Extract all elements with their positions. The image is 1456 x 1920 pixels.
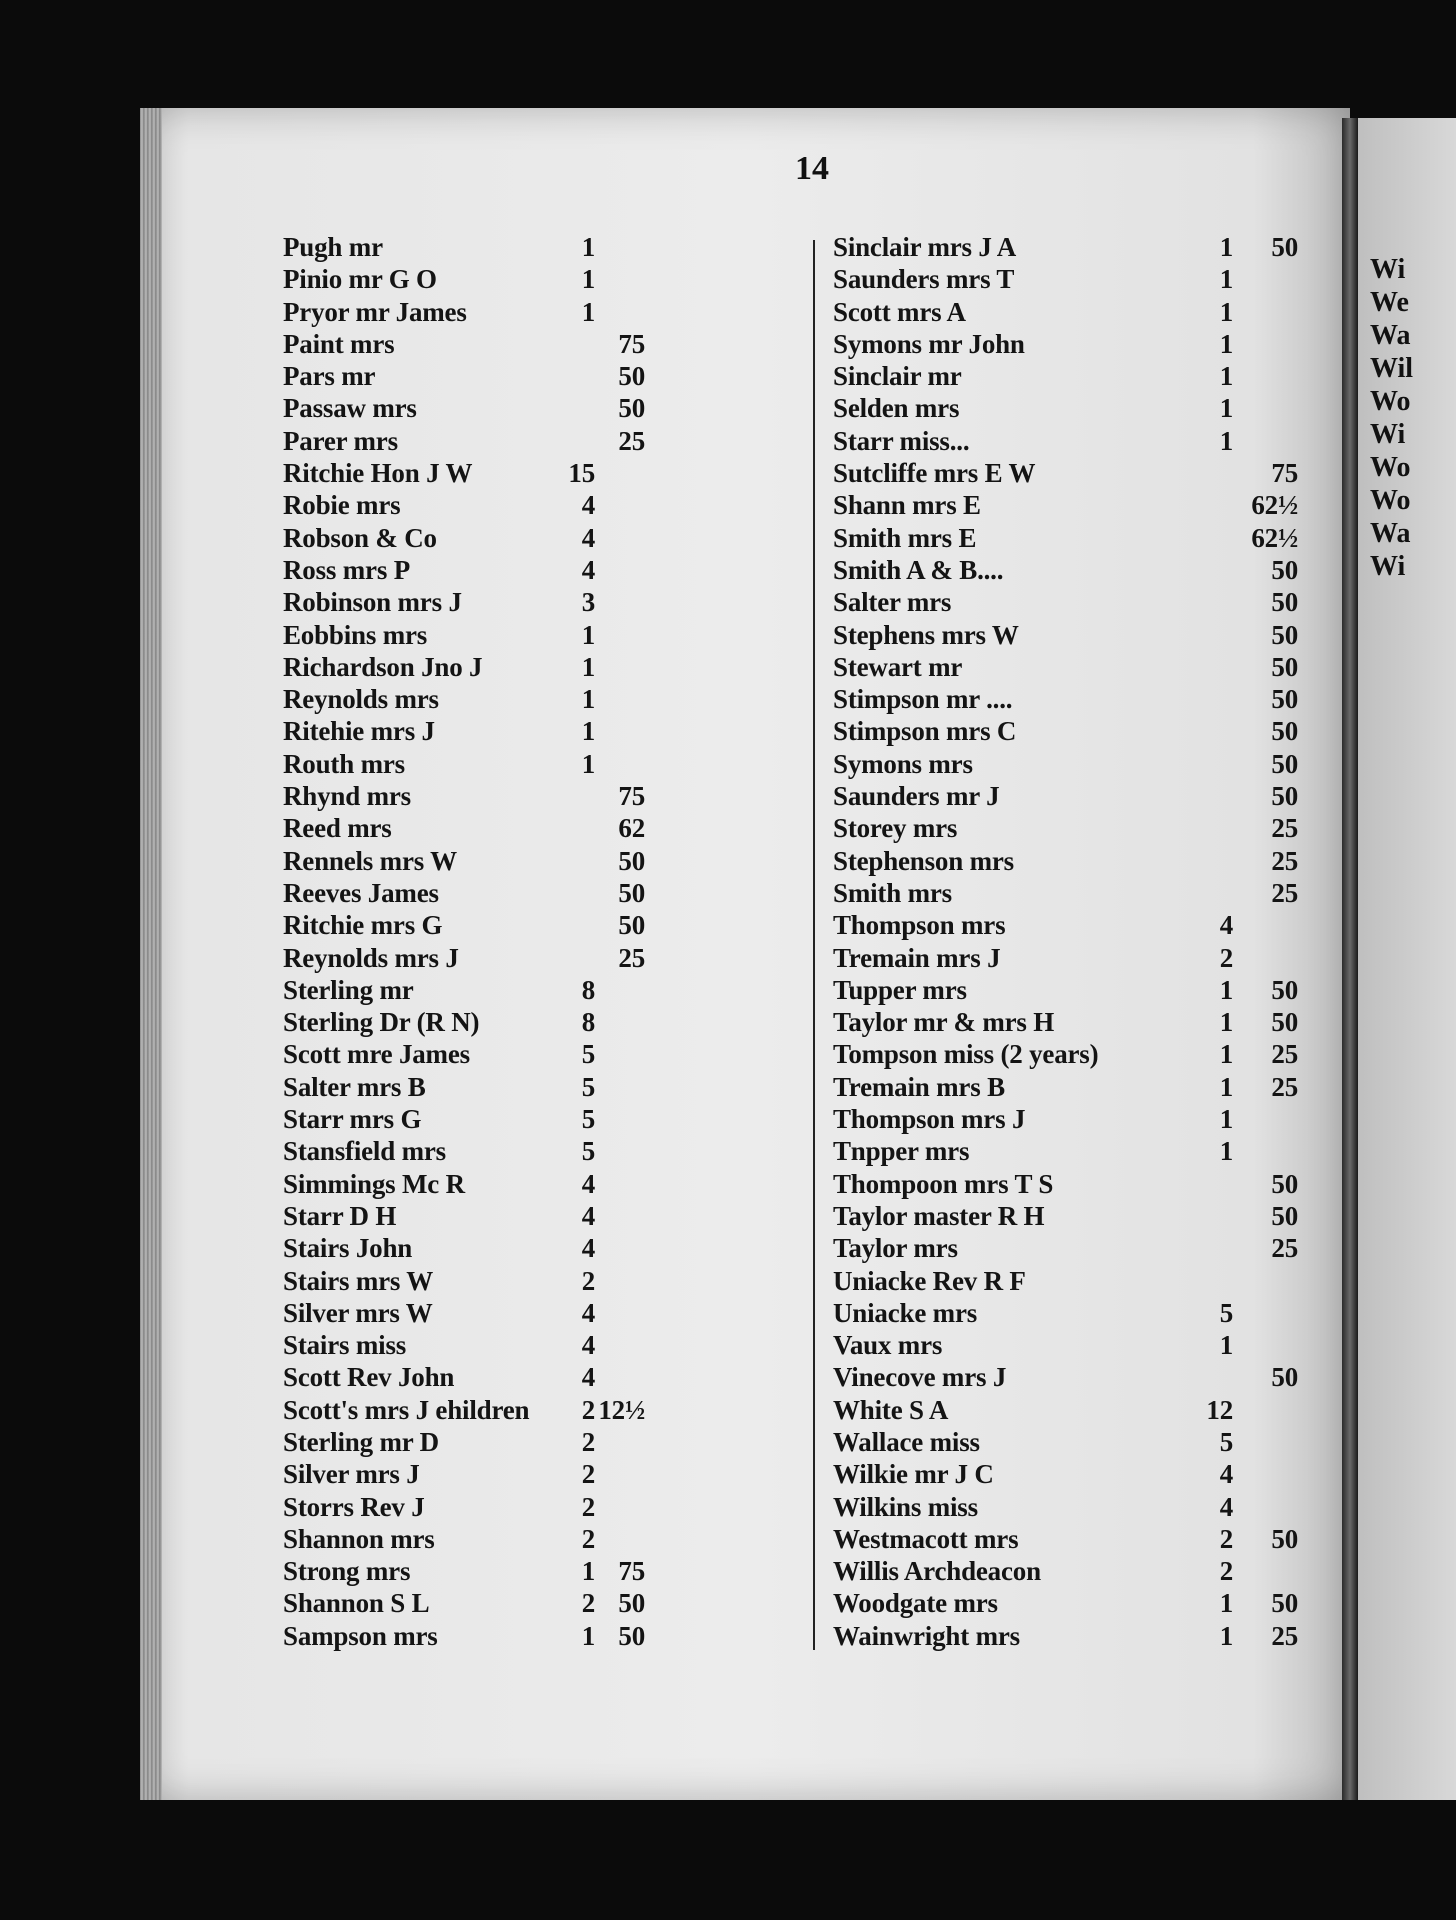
list-item (833, 329, 1338, 361)
adjacent-page-text: Wo (1370, 386, 1411, 417)
amount-dollars: 5 (1219, 1297, 1233, 1328)
amount-dollars: 12 (1206, 1394, 1233, 1425)
subscriber-name: Stewart mr (833, 651, 963, 682)
amount-dollars: 1 (1219, 1330, 1233, 1361)
amount-dollars: 8 (581, 1007, 595, 1038)
list-item (833, 232, 1338, 264)
subscriber-name: Salter mrs (833, 587, 952, 618)
list-item (833, 523, 1338, 555)
subscriber-name: Stephens mrs W (833, 619, 1019, 650)
subscriber-name: Uniacke Rev R F (833, 1265, 1026, 1296)
subscriber-name: Silver mrs W (283, 1297, 433, 1328)
list-item (833, 1072, 1338, 1104)
amount-dollars: 4 (581, 1168, 595, 1199)
list-item (833, 1362, 1338, 1394)
list-item (833, 490, 1338, 522)
amount-cents: 50 (618, 393, 645, 424)
subscriber-name: Richardson Jno J (283, 651, 483, 682)
subscriber-name: Wainwright mrs (833, 1620, 1020, 1651)
amount-dollars: 2 (1219, 1556, 1233, 1587)
amount-cents: 25 (1271, 1620, 1298, 1651)
subscriber-name: Uniacke mrs (833, 1297, 978, 1328)
amount-dollars: 8 (581, 974, 595, 1005)
list-item (833, 1298, 1338, 1330)
subscriber-name: Thompson mrs J (833, 1104, 1026, 1135)
list-item (833, 1588, 1338, 1620)
list-item (283, 716, 805, 748)
list-item (833, 1039, 1338, 1071)
amount-dollars: 4 (581, 522, 595, 553)
adjacent-page-text: Wi (1370, 254, 1406, 285)
subscriber-name: Parer mrs (283, 425, 398, 456)
amount-dollars: 4 (1219, 910, 1233, 941)
list-item (283, 329, 805, 361)
amount-dollars: 1 (1219, 1007, 1233, 1038)
amount-dollars: 1 (581, 619, 595, 650)
subscriber-name: Pryor mr James (283, 296, 467, 327)
list-item (833, 1007, 1338, 1039)
subscriber-name: Pars mr (283, 361, 376, 392)
subscriber-name: Shannon mrs (283, 1523, 435, 1554)
amount-dollars: 1 (581, 1556, 595, 1587)
amount-cents: 50 (1271, 1200, 1298, 1231)
subscriber-name: Simmings Mc R (283, 1168, 465, 1199)
amount-cents: 50 (1271, 1168, 1298, 1199)
subscriber-name: Smith mrs (833, 877, 952, 908)
subscriber-name: White S A (833, 1394, 949, 1425)
list-item (833, 426, 1338, 458)
amount-cents: 50 (1271, 619, 1298, 650)
subscriber-name: Shannon S L (283, 1588, 430, 1619)
subscriber-name: Selden mrs (833, 393, 960, 424)
list-item (833, 781, 1338, 813)
subscriber-name: Reynolds mrs J (283, 942, 459, 973)
list-item (833, 716, 1338, 748)
subscriber-name: Smith A & B.... (833, 554, 1004, 585)
amount-cents: 12½ (598, 1394, 645, 1425)
list-item (283, 1072, 805, 1104)
amount-dollars: 2 (1219, 1523, 1233, 1554)
amount-dollars: 2 (581, 1394, 595, 1425)
list-item (283, 1492, 805, 1524)
list-item (283, 1136, 805, 1168)
list-item (283, 878, 805, 910)
list-item (283, 1395, 805, 1427)
list-item (283, 620, 805, 652)
page-number: 14 (795, 150, 829, 187)
amount-cents: 62½ (1251, 490, 1298, 521)
amount-dollars: 4 (581, 1200, 595, 1231)
amount-cents: 50 (1271, 684, 1298, 715)
amount-dollars: 4 (581, 1233, 595, 1264)
subscriber-name: Saunders mr J (833, 781, 1000, 812)
amount-dollars: 2 (581, 1588, 595, 1619)
amount-dollars: 1 (1219, 1588, 1233, 1619)
subscriber-name: Rhynd mrs (283, 781, 411, 812)
list-item (283, 652, 805, 684)
list-item (283, 1330, 805, 1362)
subscriber-name: Reeves James (283, 877, 439, 908)
amount-dollars: 2 (581, 1426, 595, 1457)
subscriber-name: Scott Rev John (283, 1362, 455, 1393)
list-item (283, 490, 805, 522)
list-item (833, 264, 1338, 296)
list-item (283, 587, 805, 619)
amount-dollars: 5 (581, 1039, 595, 1070)
amount-cents: 50 (1271, 1362, 1298, 1393)
amount-dollars: 5 (581, 1104, 595, 1135)
amount-dollars: 1 (581, 232, 595, 262)
list-item (283, 232, 805, 264)
amount-cents: 25 (1271, 1039, 1298, 1070)
subscriber-name: Robie mrs (283, 490, 401, 521)
subscriber-name: Storrs Rev J (283, 1491, 425, 1522)
amount-cents: 50 (1271, 232, 1298, 262)
amount-dollars: 1 (581, 684, 595, 715)
subscriber-name: Sterling mr D (283, 1426, 439, 1457)
amount-cents: 62½ (1251, 522, 1298, 553)
list-item (833, 393, 1338, 425)
amount-dollars: 2 (581, 1491, 595, 1522)
amount-cents: 62 (618, 813, 645, 844)
subscriber-name: Tnpper mrs (833, 1136, 970, 1167)
list-item (283, 1201, 805, 1233)
list-item (283, 1039, 805, 1071)
amount-dollars: 4 (581, 490, 595, 521)
subscriber-name: Starr D H (283, 1200, 397, 1231)
amount-dollars: 4 (581, 554, 595, 585)
list-item (833, 1136, 1338, 1168)
list-item (833, 1621, 1338, 1653)
amount-dollars: 1 (1219, 328, 1233, 359)
subscriber-name: Vinecove mrs J (833, 1362, 1007, 1393)
adjacent-page (1358, 118, 1456, 1800)
adjacent-page-text: Wi (1370, 551, 1406, 582)
list-item (283, 943, 805, 975)
book-spine (1342, 118, 1358, 1800)
amount-dollars: 1 (581, 264, 595, 295)
subscriber-name: Symons mrs (833, 748, 973, 779)
list-item (283, 555, 805, 587)
amount-cents: 25 (1271, 877, 1298, 908)
subscriber-name: Smith mrs E (833, 522, 977, 553)
subscriber-name: Tupper mrs (833, 974, 967, 1005)
page-edge (140, 108, 162, 1800)
subscriber-name: Starr mrs G (283, 1104, 422, 1135)
list-item (833, 297, 1338, 329)
list-item (833, 1459, 1338, 1491)
list-item (833, 975, 1338, 1007)
list-item (833, 1556, 1338, 1588)
list-item (283, 1556, 805, 1588)
list-item (283, 910, 805, 942)
subscriber-name: Tremain mrs J (833, 942, 1001, 973)
adjacent-page-text: Wa (1370, 320, 1411, 351)
adjacent-page-text: Wa (1370, 518, 1411, 549)
subscriber-name: Tremain mrs B (833, 1071, 1005, 1102)
right-column (833, 232, 1338, 1653)
list-item (833, 1330, 1338, 1362)
amount-dollars: 1 (1219, 393, 1233, 424)
amount-dollars: 4 (1219, 1491, 1233, 1522)
amount-cents: 50 (1271, 1588, 1298, 1619)
list-item (833, 1201, 1338, 1233)
subscriber-name: Strong mrs (283, 1556, 411, 1587)
amount-cents: 50 (618, 1620, 645, 1651)
amount-dollars: 1 (1219, 264, 1233, 295)
amount-cents: 25 (618, 425, 645, 456)
subscriber-name: Robson & Co (283, 522, 437, 553)
amount-cents: 50 (1271, 748, 1298, 779)
list-item (833, 1266, 1338, 1298)
list-item (283, 1298, 805, 1330)
amount-cents: 75 (1271, 458, 1298, 489)
amount-dollars: 1 (1219, 1136, 1233, 1167)
list-item (283, 393, 805, 425)
amount-dollars: 1 (1219, 1039, 1233, 1070)
subscriber-name: Ross mrs P (283, 554, 410, 585)
list-item (283, 749, 805, 781)
subscriber-name: Taylor master R H (833, 1200, 1045, 1231)
amount-dollars: 4 (581, 1362, 595, 1393)
list-item (283, 426, 805, 458)
amount-dollars: 1 (581, 651, 595, 682)
subscriber-name: Sterling Dr (R N) (283, 1007, 480, 1038)
list-item (833, 555, 1338, 587)
subscriber-name: Westmacott mrs (833, 1523, 1019, 1554)
amount-dollars: 4 (581, 1297, 595, 1328)
left-column (283, 232, 805, 1653)
subscriber-name: Thompson mrs (833, 910, 1006, 941)
subscriber-name: Scott mre James (283, 1039, 470, 1070)
list-item (283, 1362, 805, 1394)
subscriber-name: Wilkie mr J C (833, 1459, 994, 1490)
subscriber-name: Ritchie mrs G (283, 910, 443, 941)
amount-dollars: 1 (1219, 974, 1233, 1005)
subscriber-name: Wilkins miss (833, 1491, 978, 1522)
amount-dollars: 1 (581, 296, 595, 327)
amount-cents: 25 (1271, 813, 1298, 844)
subscriber-name: Paint mrs (283, 328, 395, 359)
amount-cents: 75 (618, 781, 645, 812)
subscriber-name: Ritehie mrs J (283, 716, 435, 747)
subscriber-name: Ritchie Hon J W (283, 458, 473, 489)
list-item (833, 1427, 1338, 1459)
amount-dollars: 5 (581, 1136, 595, 1167)
subscriber-name: Reynolds mrs (283, 684, 439, 715)
amount-cents: 50 (1271, 587, 1298, 618)
subscriber-name: Sampson mrs (283, 1620, 438, 1651)
subscriber-name: Sinclair mr (833, 361, 962, 392)
amount-dollars: 1 (1219, 1104, 1233, 1135)
subscriber-name: Silver mrs J (283, 1459, 420, 1490)
amount-dollars: 1 (1219, 1071, 1233, 1102)
adjacent-page-text: Wil (1370, 353, 1414, 384)
amount-cents: 25 (618, 942, 645, 973)
amount-cents: 50 (1271, 1007, 1298, 1038)
list-item (283, 1588, 805, 1620)
list-item (283, 361, 805, 393)
amount-cents: 50 (618, 877, 645, 908)
amount-dollars: 2 (581, 1523, 595, 1554)
amount-cents: 50 (618, 361, 645, 392)
subscriber-name: Passaw mrs (283, 393, 417, 424)
amount-cents: 50 (1271, 974, 1298, 1005)
amount-cents: 25 (1271, 845, 1298, 876)
subscriber-name: Woodgate mrs (833, 1588, 998, 1619)
amount-dollars: 15 (568, 458, 595, 489)
list-item (283, 1621, 805, 1653)
amount-dollars: 1 (581, 716, 595, 747)
amount-dollars: 1 (1219, 296, 1233, 327)
amount-dollars: 2 (1219, 942, 1233, 973)
amount-dollars: 5 (581, 1071, 595, 1102)
list-item (833, 458, 1338, 490)
list-item (833, 1395, 1338, 1427)
amount-cents: 50 (1271, 781, 1298, 812)
subscriber-name: Routh mrs (283, 748, 405, 779)
amount-dollars: 2 (581, 1459, 595, 1490)
list-item (833, 1104, 1338, 1136)
list-item (283, 297, 805, 329)
subscriber-name: Stephenson mrs (833, 845, 1014, 876)
subscriber-name: Taylor mr & mrs H (833, 1007, 1055, 1038)
subscriber-name: Robinson mrs J (283, 587, 462, 618)
list-item (283, 846, 805, 878)
amount-cents: 50 (1271, 554, 1298, 585)
list-item (283, 684, 805, 716)
subscriber-name: Storey mrs (833, 813, 958, 844)
adjacent-page-text: We (1370, 287, 1409, 318)
list-item (833, 684, 1338, 716)
subscriber-name: Stairs John (283, 1233, 413, 1264)
list-item (833, 813, 1338, 845)
list-item (833, 846, 1338, 878)
list-item (833, 620, 1338, 652)
subscriber-name: Rennels mrs W (283, 845, 457, 876)
list-item (833, 1233, 1338, 1265)
subscriber-name: Stairs mrs W (283, 1265, 434, 1296)
amount-cents: 50 (1271, 1523, 1298, 1554)
amount-cents: 25 (1271, 1071, 1298, 1102)
amount-dollars: 4 (1219, 1459, 1233, 1490)
subscriber-name: Wallace miss (833, 1426, 980, 1457)
list-item (833, 749, 1338, 781)
list-item (833, 361, 1338, 393)
amount-dollars: 1 (1219, 232, 1233, 262)
list-item (283, 1459, 805, 1491)
amount-dollars: 4 (581, 1330, 595, 1361)
adjacent-page-text: Wo (1370, 485, 1411, 516)
list-item (283, 813, 805, 845)
list-item (283, 1266, 805, 1298)
subscriber-name: Pugh mr (283, 232, 383, 262)
amount-cents: 75 (618, 328, 645, 359)
list-item (833, 910, 1338, 942)
list-item (283, 1233, 805, 1265)
amount-dollars: 1 (1219, 361, 1233, 392)
column-divider (813, 240, 815, 1650)
list-item (833, 1524, 1338, 1556)
amount-dollars: 2 (581, 1265, 595, 1296)
subscriber-name: Stimpson mr .... (833, 684, 1013, 715)
subscriber-name: Shann mrs E (833, 490, 981, 521)
subscriber-name: Tompson miss (2 years) (833, 1039, 1099, 1070)
list-item (833, 943, 1338, 975)
subscriber-name: Stansfield mrs (283, 1136, 446, 1167)
subscriber-name: Stairs miss (283, 1330, 407, 1361)
list-item (833, 878, 1338, 910)
list-item (283, 1169, 805, 1201)
amount-dollars: 1 (581, 748, 595, 779)
list-item (833, 652, 1338, 684)
amount-dollars: 1 (581, 1620, 595, 1651)
amount-cents: 50 (1271, 716, 1298, 747)
subscriber-name: Stimpson mrs C (833, 716, 1017, 747)
subscriber-name: Scott's mrs J ehildren (283, 1394, 530, 1425)
list-item (283, 264, 805, 296)
list-item (283, 1524, 805, 1556)
list-item (283, 781, 805, 813)
amount-dollars: 3 (581, 587, 595, 618)
amount-cents: 75 (618, 1556, 645, 1587)
list-item (833, 587, 1338, 619)
subscriber-name: Taylor mrs (833, 1233, 958, 1264)
amount-cents: 25 (1271, 1233, 1298, 1264)
subscriber-name: Thompoon mrs T S (833, 1168, 1054, 1199)
amount-cents: 50 (618, 1588, 645, 1619)
amount-dollars: 1 (1219, 1620, 1233, 1651)
list-item (283, 1104, 805, 1136)
list-item (283, 1427, 805, 1459)
amount-dollars: 1 (1219, 425, 1233, 456)
list-item (283, 523, 805, 555)
subscriber-name: Sinclair mrs J A (833, 232, 1017, 262)
adjacent-page-text: Wo (1370, 452, 1411, 483)
adjacent-page-text: Wi (1370, 419, 1406, 450)
subscriber-name: Reed mrs (283, 813, 392, 844)
subscriber-name: Scott mrs A (833, 296, 966, 327)
subscriber-name: Pinio mr G O (283, 264, 437, 295)
subscriber-name: Sterling mr (283, 974, 414, 1005)
amount-cents: 50 (1271, 651, 1298, 682)
subscriber-name: Vaux mrs (833, 1330, 943, 1361)
amount-cents: 50 (618, 845, 645, 876)
subscriber-name: Eobbins mrs (283, 619, 428, 650)
list-item (283, 1007, 805, 1039)
subscriber-name: Salter mrs B (283, 1071, 426, 1102)
amount-cents: 50 (618, 910, 645, 941)
subscriber-name: Sutcliffe mrs E W (833, 458, 1036, 489)
subscriber-name: Saunders mrs T (833, 264, 1015, 295)
amount-dollars: 5 (1219, 1426, 1233, 1457)
subscriber-name: Symons mr John (833, 328, 1025, 359)
subscriber-name: Starr miss... (833, 425, 970, 456)
list-item (833, 1492, 1338, 1524)
list-item (283, 975, 805, 1007)
list-item (833, 1169, 1338, 1201)
subscriber-name: Willis Archdeacon (833, 1556, 1041, 1587)
list-item (283, 458, 805, 490)
